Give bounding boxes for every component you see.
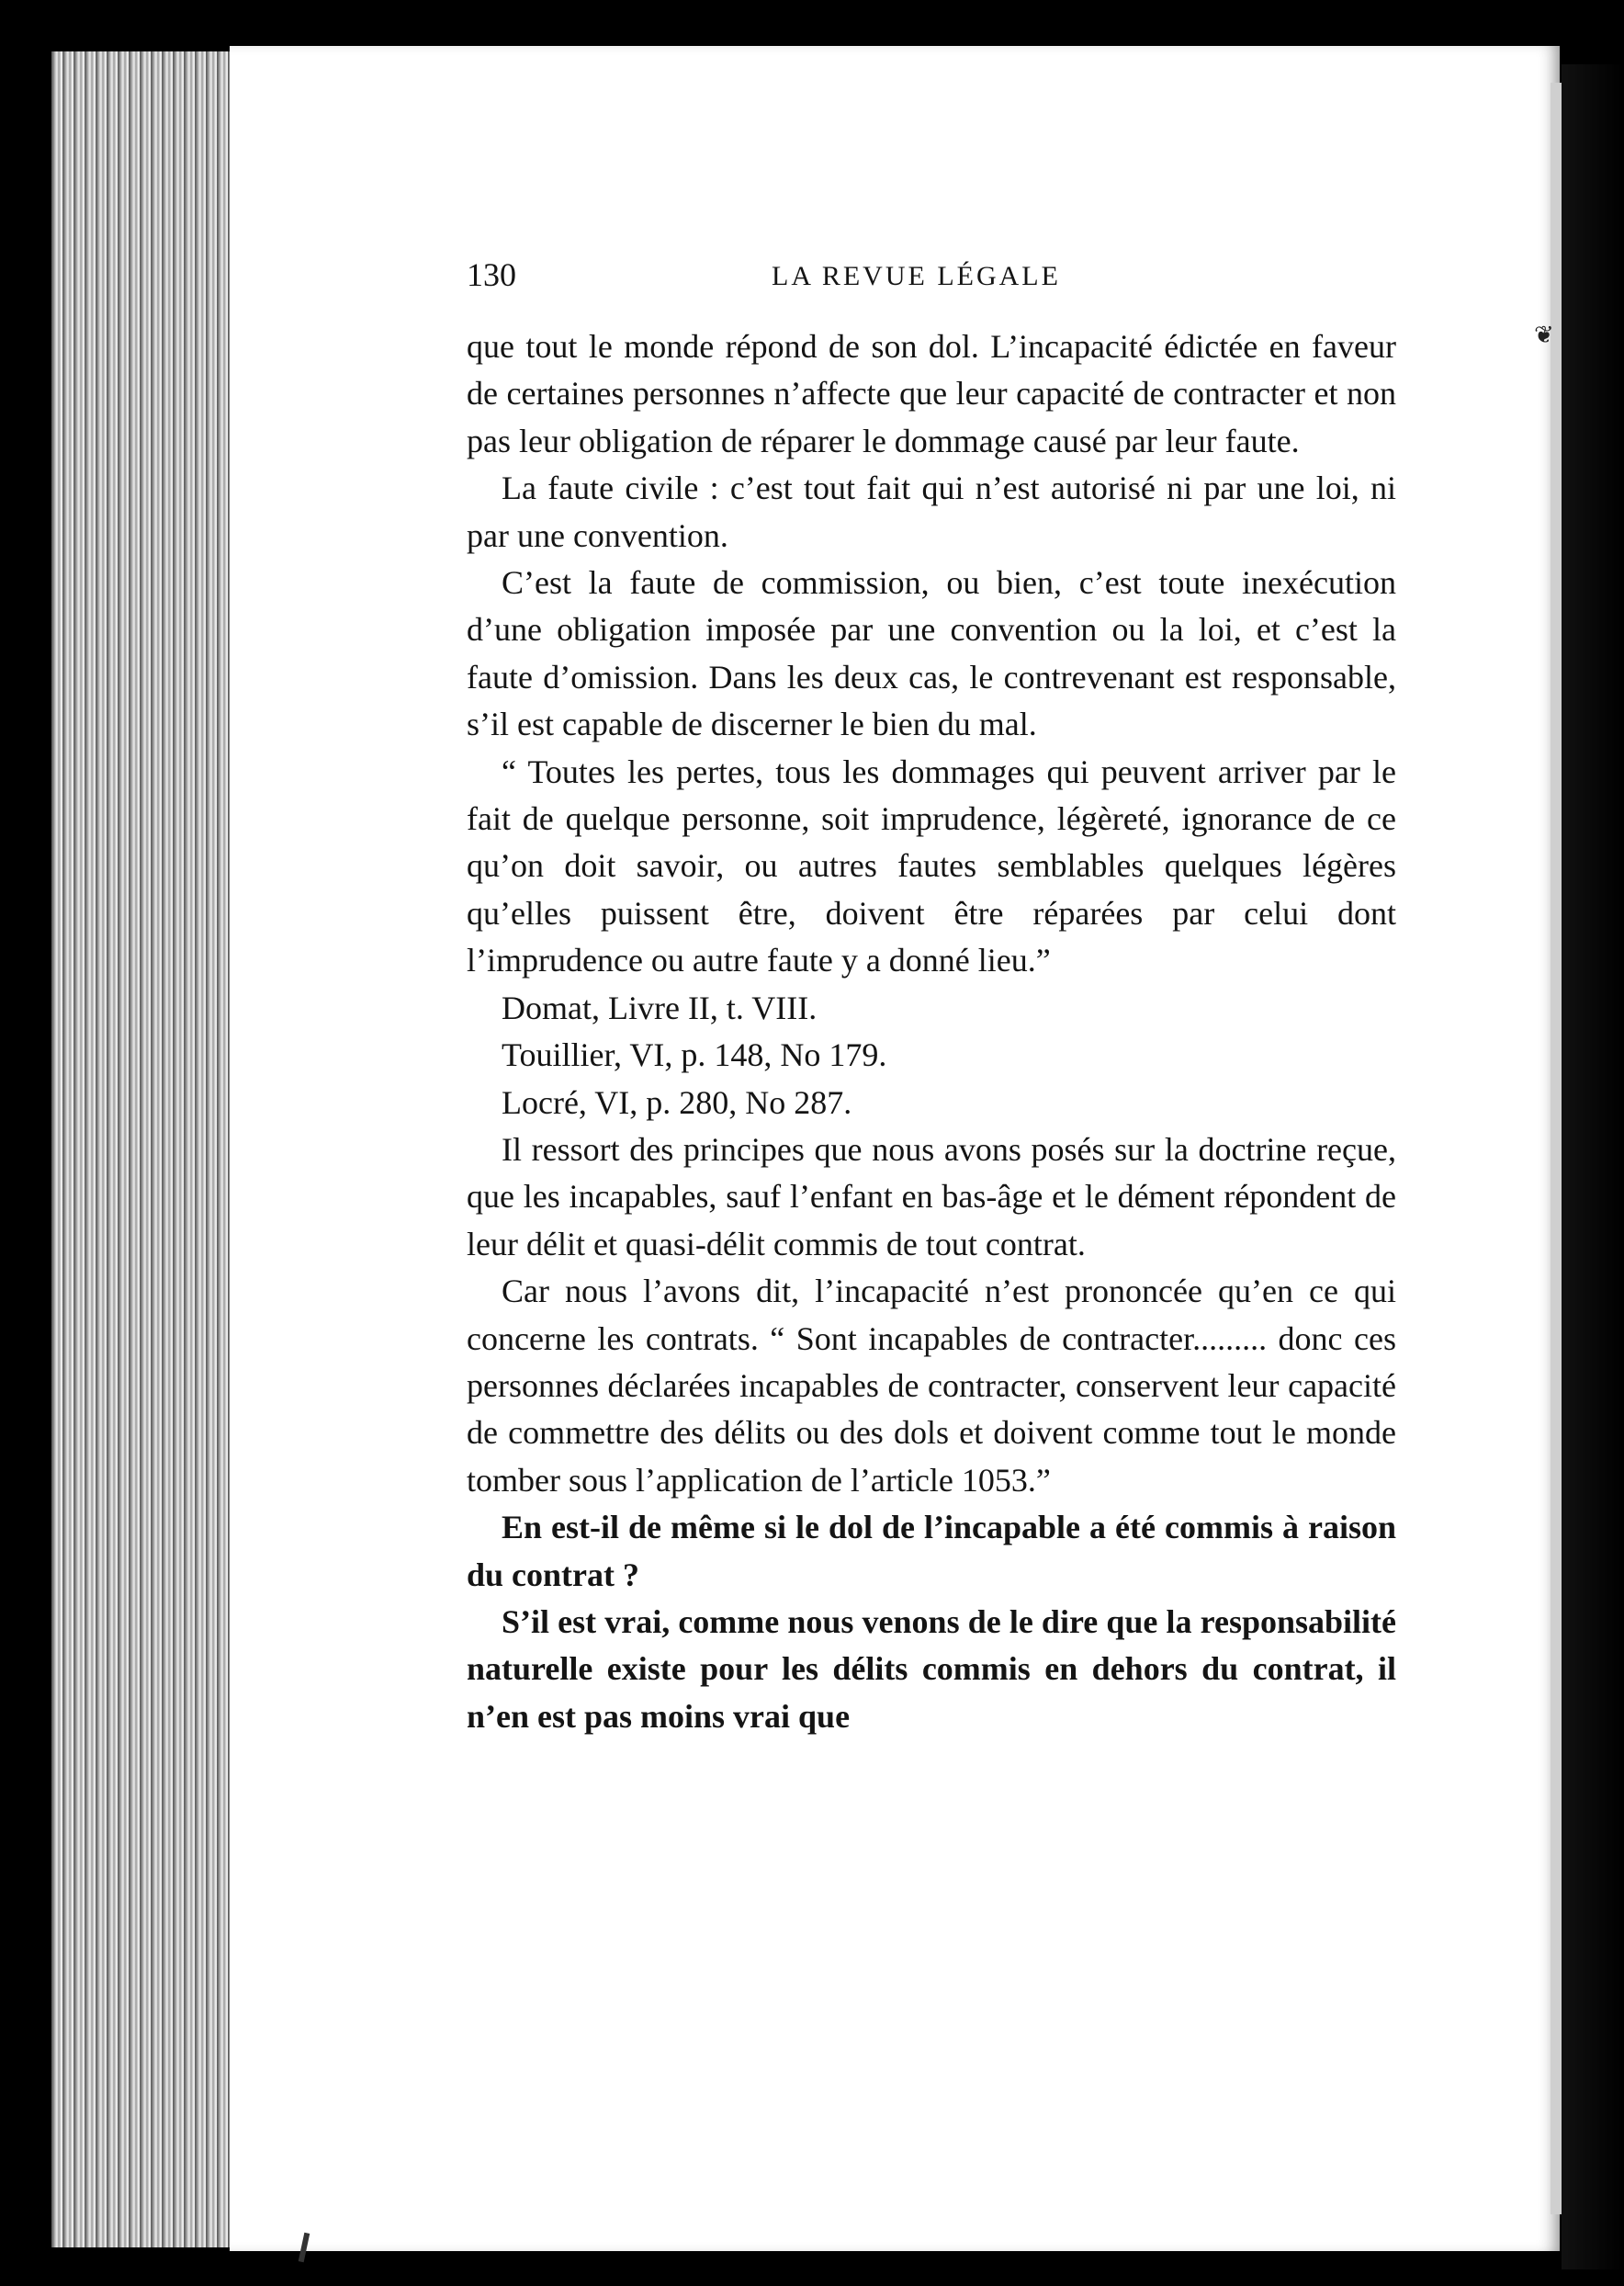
- paragraph-8: S’il est vrai, comme nous venons de le dire que la responsabilité naturelle existe pour les délits commis en dehors du contrat, il n’en est pas moins vrai que: [467, 1602, 1396, 1735]
- paragraph-7: En est-il de même si le dol de l’incapable a été commis à raison du contrat ?: [467, 1509, 1396, 1593]
- margin-mark: ❦: [1534, 322, 1554, 349]
- citation-touillier: Touillier, VI, p. 148, No 179.: [502, 1036, 887, 1074]
- page-body: [467, 323, 1396, 1740]
- paragraph-2: La faute civile : c’est tout fait qui n’est autorisé ni par une loi, ni par une convention.: [467, 470, 1396, 554]
- book-binding: [1562, 64, 1624, 2269]
- citation-domat: Domat, Livre II, t. VIII.: [502, 989, 818, 1026]
- paragraph-6: Car nous l’avons dit, l’incapacité n’est prononcée qu’en ce qui concerne les contrats. “ Sont incapables de contracter......... donc ces personnes déclarées incapables de contracter, conservent leur capacité de commettre des délits ou des dols et doivent comme tout le monde tomber sous l’application de l’article 1053.”: [467, 1273, 1396, 1499]
- page-number: 130: [467, 256, 516, 293]
- paragraph-3: C’est la faute de commission, ou bien, c’est toute inexécution d’une obligation imposée par une convention ou la loi, et c’est la faute d’omission. Dans les deux cas, le contrevenant est responsable, s’il est capable de discerner le bien du mal.: [467, 564, 1396, 743]
- quotation-paragraph: “ Toutes les pertes, tous les dommages qui peuvent arriver par le fait de quelque personne, soit imprudence, légèreté, ignorance de ce qu’on doit savoir, ou autres fautes semblables quelques légères qu’elles puissent être, doivent être réparées par celui dont l’imprudence ou autre faute y a donné lieu.”: [467, 753, 1396, 979]
- book-fore-edge: [51, 51, 235, 2247]
- running-head: LA REVUE LÉGALE: [772, 261, 1061, 291]
- paragraph-1: que tout le monde répond de son dol. L’incapacité édictée en faveur de certaines personnes n’affecte que leur capacité de contracter et non pas leur obligation de réparer le dommage causé par leur faute.: [467, 328, 1396, 459]
- page-header: [467, 255, 1385, 301]
- paragraph-5: Il ressort des principes que nous avons posés sur la doctrine reçue, que les incapables, sauf l’enfant en bas-âge et le dément répondent de leur délit et quasi-délit commis de tout contrat.: [467, 1130, 1396, 1262]
- citation-locre: Locré, VI, p. 280, No 287.: [502, 1083, 852, 1121]
